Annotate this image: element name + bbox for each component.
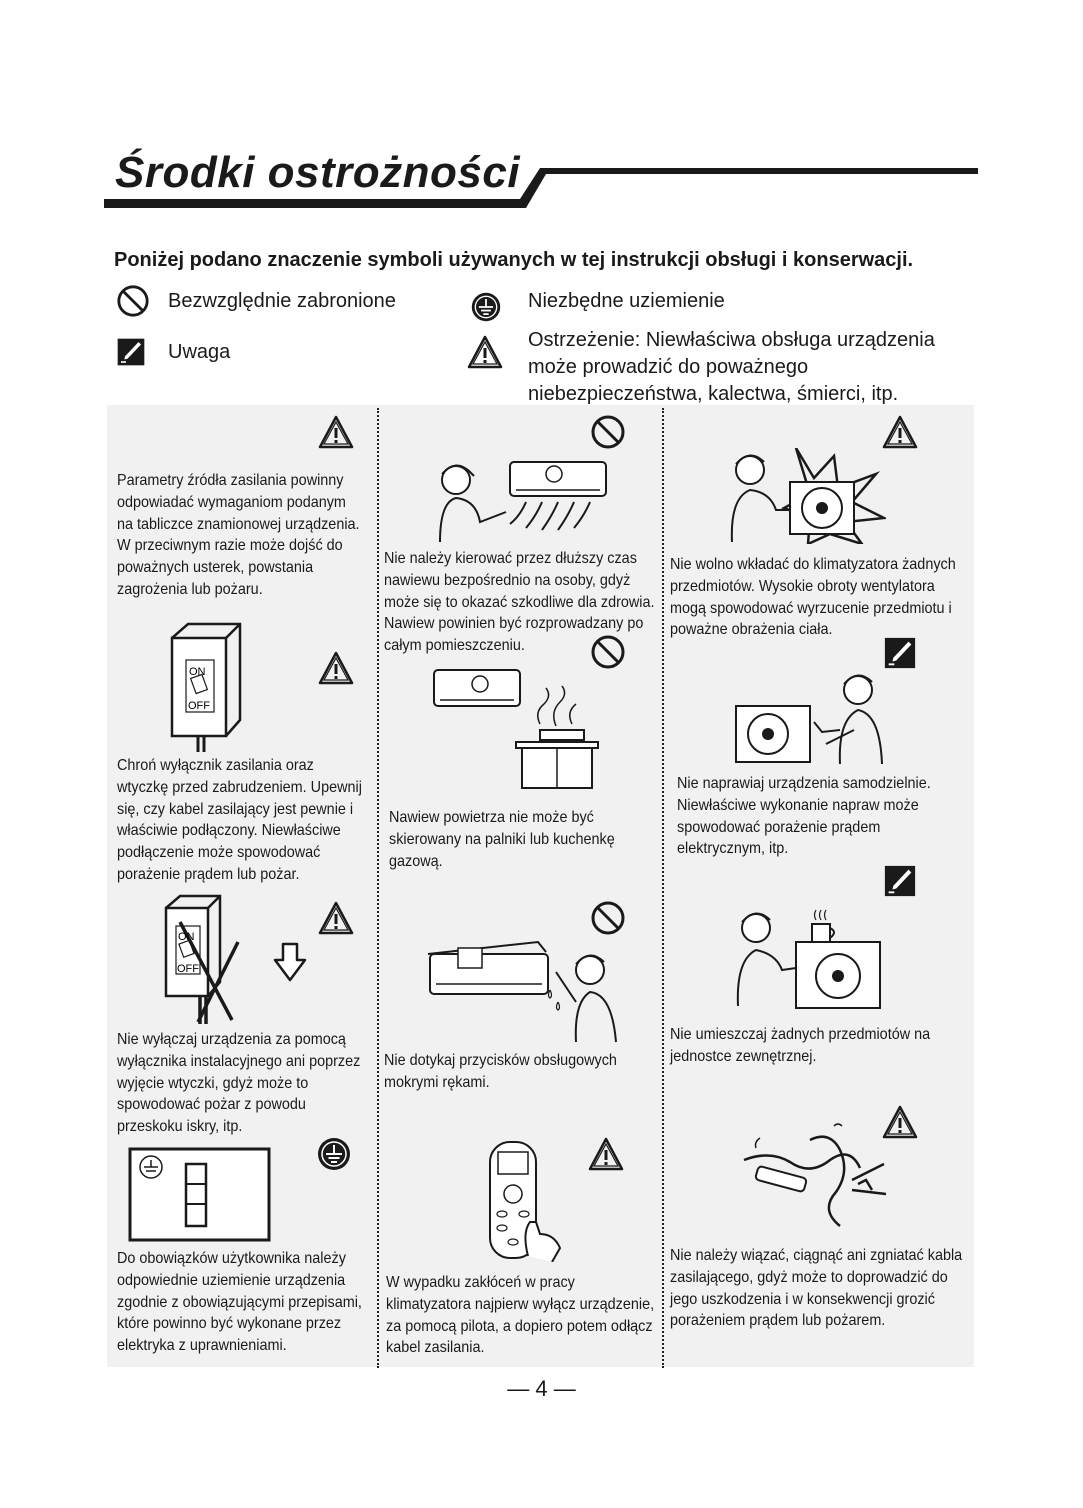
warning-icon xyxy=(467,334,503,370)
remote-control-illustration xyxy=(484,1138,568,1262)
caution-icon xyxy=(116,337,146,367)
symbols-intro: Poniżej podano znaczenie symboli używanych w tej instrukcji obsługi i konserwacji. xyxy=(114,249,914,271)
warning-icon xyxy=(318,900,354,936)
col1-text-no-switch-off: Nie wyłączaj urządzenia za pomocą wyłącznika instalacyjnego ani poprzez wyjęcie wtyczki, gdyż może to spowodować pożar z powodu przeskoku iskry, itp. xyxy=(117,1031,361,1136)
grounding-panel-illustration xyxy=(128,1146,273,1244)
column-divider xyxy=(662,408,664,1368)
airflow-stove-illustration xyxy=(432,668,602,790)
switch-off-label: OFF xyxy=(188,700,210,712)
switch-on-label: ON xyxy=(189,666,206,678)
object-fan-illustration xyxy=(726,448,886,544)
col1-text-power-supply: Parametry źródła zasilania powinny odpowiadać wymaganiom podanym na tabliczce znamionowej urządzenia. W przeciwnym razie może dojść do poważnych usterek, powstania zagrożenia lub pożaru. xyxy=(117,472,360,598)
grounding-icon xyxy=(316,1136,352,1172)
title-rule xyxy=(0,0,1083,220)
down-arrow-icon xyxy=(273,942,307,984)
switch-off-prohibited-illustration xyxy=(160,892,250,1027)
svg-text:OFF: OFF xyxy=(177,963,199,975)
col3-text-nothing-on-unit: Nie umieszczaj żadnych przedmiotów na jednostce zewnętrznej. xyxy=(670,1026,931,1065)
prohibited-icon xyxy=(590,414,626,450)
self-repair-illustration xyxy=(734,670,884,766)
prohibited-icon xyxy=(590,634,626,670)
grounding-icon xyxy=(470,291,502,323)
legend-warning: Ostrzeżenie: Niewłaściwa obsługa urządzenia może prowadzić do poważnego niebezpieczeństwa, kalectwa, śmierci, itp. xyxy=(528,329,935,405)
col3-text-no-repair: Nie naprawiaj urządzenia samodzielnie. Niewłaściwe wykonanie napraw może spowodować porażenie prądem elektrycznym, itp. xyxy=(677,775,931,858)
warning-icon xyxy=(882,414,918,450)
prohibited-icon xyxy=(116,284,150,318)
legend-caution: Uwaga xyxy=(168,341,231,363)
page-title: Środki ostrożności xyxy=(115,148,521,197)
col2-text-remote-first: W wypadku zakłóceń w pracy klimatyzatora najpierw wyłącz urządzenie, za pomocą pilota, a dopiero potem odłącz kabel zasilania. xyxy=(386,1274,655,1357)
person-airflow-illustration xyxy=(426,452,626,544)
legend-prohibited: Bezwzględnie zabronione xyxy=(168,290,396,312)
page-number: — 4 — xyxy=(507,1376,576,1401)
cable-damage-illustration xyxy=(740,1120,890,1232)
legend-grounding: Niezbędne uziemienie xyxy=(528,290,725,312)
caution-icon xyxy=(883,864,917,898)
col1-text-grounding: Do obowiązków użytkownika należy odpowiednie uziemienie urządzenia zgodnie z obowiązującymi przepisami, które powinno być wykonane przez elektryka z uprawnieniami. xyxy=(117,1250,362,1355)
column-divider xyxy=(377,408,379,1368)
col1-text-switch-clean: Chroń wyłącznik zasilania oraz wtyczkę przed zabrudzeniem. Upewnij się, czy kabel zasilający jest pewnie i właściwie podłączony. Niewłaściwe podłączenie może spowodować porażenie prądem lub pożar. xyxy=(117,757,362,883)
col2-text-airflow-people: Nie należy kierować przez dłuższy czas nawiewu bezpośrednio na osoby, gdyż może się to okazać szkodliwe dla zdrowia. Nawiew powinien być rozprowadzany po całym pomieszczeniu. xyxy=(384,550,655,655)
caution-icon xyxy=(883,636,917,670)
prohibited-icon xyxy=(590,900,626,936)
col2-text-airflow-stove: Nawiew powietrza nie może być skierowany na palniki lub kuchenkę gazową. xyxy=(389,809,615,870)
wet-hands-illustration xyxy=(426,932,622,1044)
power-switch-illustration xyxy=(160,620,250,755)
objects-on-unit-illustration xyxy=(732,906,884,1010)
warning-icon xyxy=(318,650,354,686)
col2-text-wet-hands: Nie dotykaj przycisków obsługowych mokrymi rękami. xyxy=(384,1052,617,1091)
warning-icon xyxy=(588,1136,624,1172)
svg-text:ON: ON xyxy=(178,931,195,943)
col3-text-cable: Nie należy wiązać, ciągnąć ani zgniatać kabla zasilającego, gdyż może to doprowadzić do jego uszkodzenia i w konsekwencji grozić porażeniem prądem lub pożarem. xyxy=(670,1247,963,1330)
warning-icon xyxy=(318,414,354,450)
col3-text-no-objects: Nie wolno wkładać do klimatyzatora żadnych przedmiotów. Wysokie obroty wentylatora mogą spowodować wyrzucenie przedmiotu i poważne obrażenia ciała. xyxy=(670,556,956,639)
